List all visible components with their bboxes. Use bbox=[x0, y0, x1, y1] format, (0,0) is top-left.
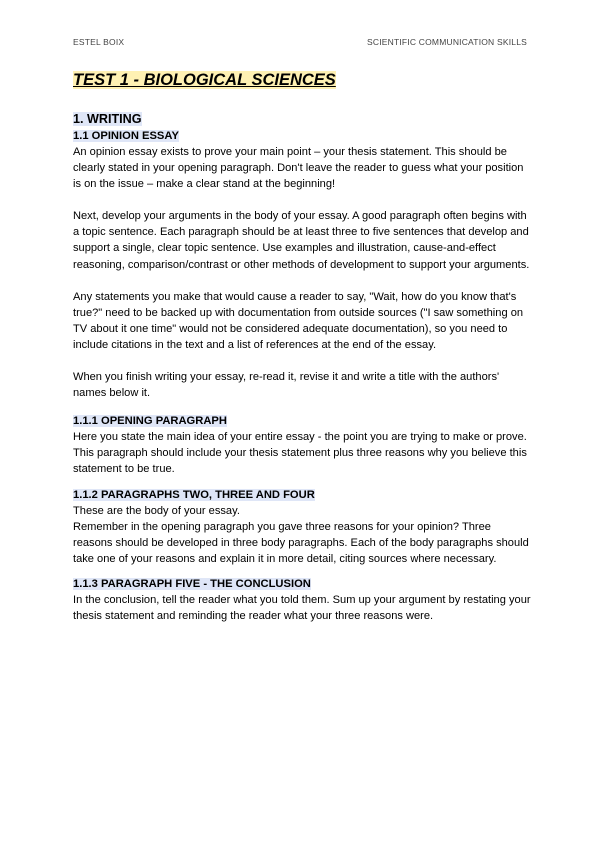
header-course: SCIENTIFIC COMMUNICATION SKILLS bbox=[366, 37, 527, 47]
conclusion-text: In the conclusion, tell the reader what you told them. Sum up your argument by restating your thesis statement and reminding the reader what your three reasons were. bbox=[73, 593, 531, 622]
document-title bbox=[73, 71, 336, 90]
section-heading-writing: 1. WRITING bbox=[73, 112, 142, 126]
paragraph-1: An opinion essay exists to prove your main point – your thesis statement. This should be clearly stated in your opening paragraph. Don't leave the reader to guess what your position is on the issue – make a clear stand at the beginning! bbox=[73, 146, 524, 191]
paragraph-4: When you finish writing your essay, re-read it, revise it and write a title with the authors' names below it. bbox=[73, 371, 500, 400]
header-author: ESTEL BOIX bbox=[73, 37, 125, 47]
opening-paragraph-text: Here you state the main idea of your entire essay - the point you are trying to make or prove. This paragraph should include your thesis statement plus three reasons why you believe this statement to be true. bbox=[73, 431, 527, 476]
subheading-opening-paragraph: 1.1.1 OPENING PARAGRAPH bbox=[73, 415, 227, 428]
body-paragraphs-text: Remember in the opening paragraph you gave three reasons for your opinion? Three reasons should be developed in three body paragraphs. Each of the body paragraphs should take one of your reasons and explain it in more detail, citing sources where necessary. bbox=[73, 520, 529, 565]
body-paragraphs-intro: These are the body of your essay. bbox=[73, 504, 240, 517]
document-body bbox=[73, 111, 533, 624]
paragraph-2: Next, develop your arguments in the body of your essay. A good paragraph often begins with a topic sentence. Each paragraph should be at least three to five sentences that develop and support a single, clear topic sentence. Use examples and illustration, cause-and-effect reasoning, comparison/contrast or other methods of development to support your arguments. bbox=[73, 210, 530, 271]
subheading-conclusion: 1.1.3 PARAGRAPH FIVE - THE CONCLUSION bbox=[73, 577, 311, 590]
subheading-body-paragraphs: 1.1.2 PARAGRAPHS TWO, THREE AND FOUR bbox=[73, 488, 315, 501]
subheading-opinion-essay: 1.1 OPINION ESSAY bbox=[73, 130, 179, 142]
document-title-text: TEST 1 - BIOLOGICAL SCIENCES bbox=[73, 71, 336, 89]
paragraph-3: Any statements you make that would cause a reader to say, "Wait, how do you know that's true?" need to be backed up with documentation from outside sources ("I saw something on TV about it one time" would not be considered adequate documentation), so you need to include citations in the text and a list of references at the end of the essay. bbox=[73, 290, 524, 351]
page-header bbox=[73, 37, 527, 49]
